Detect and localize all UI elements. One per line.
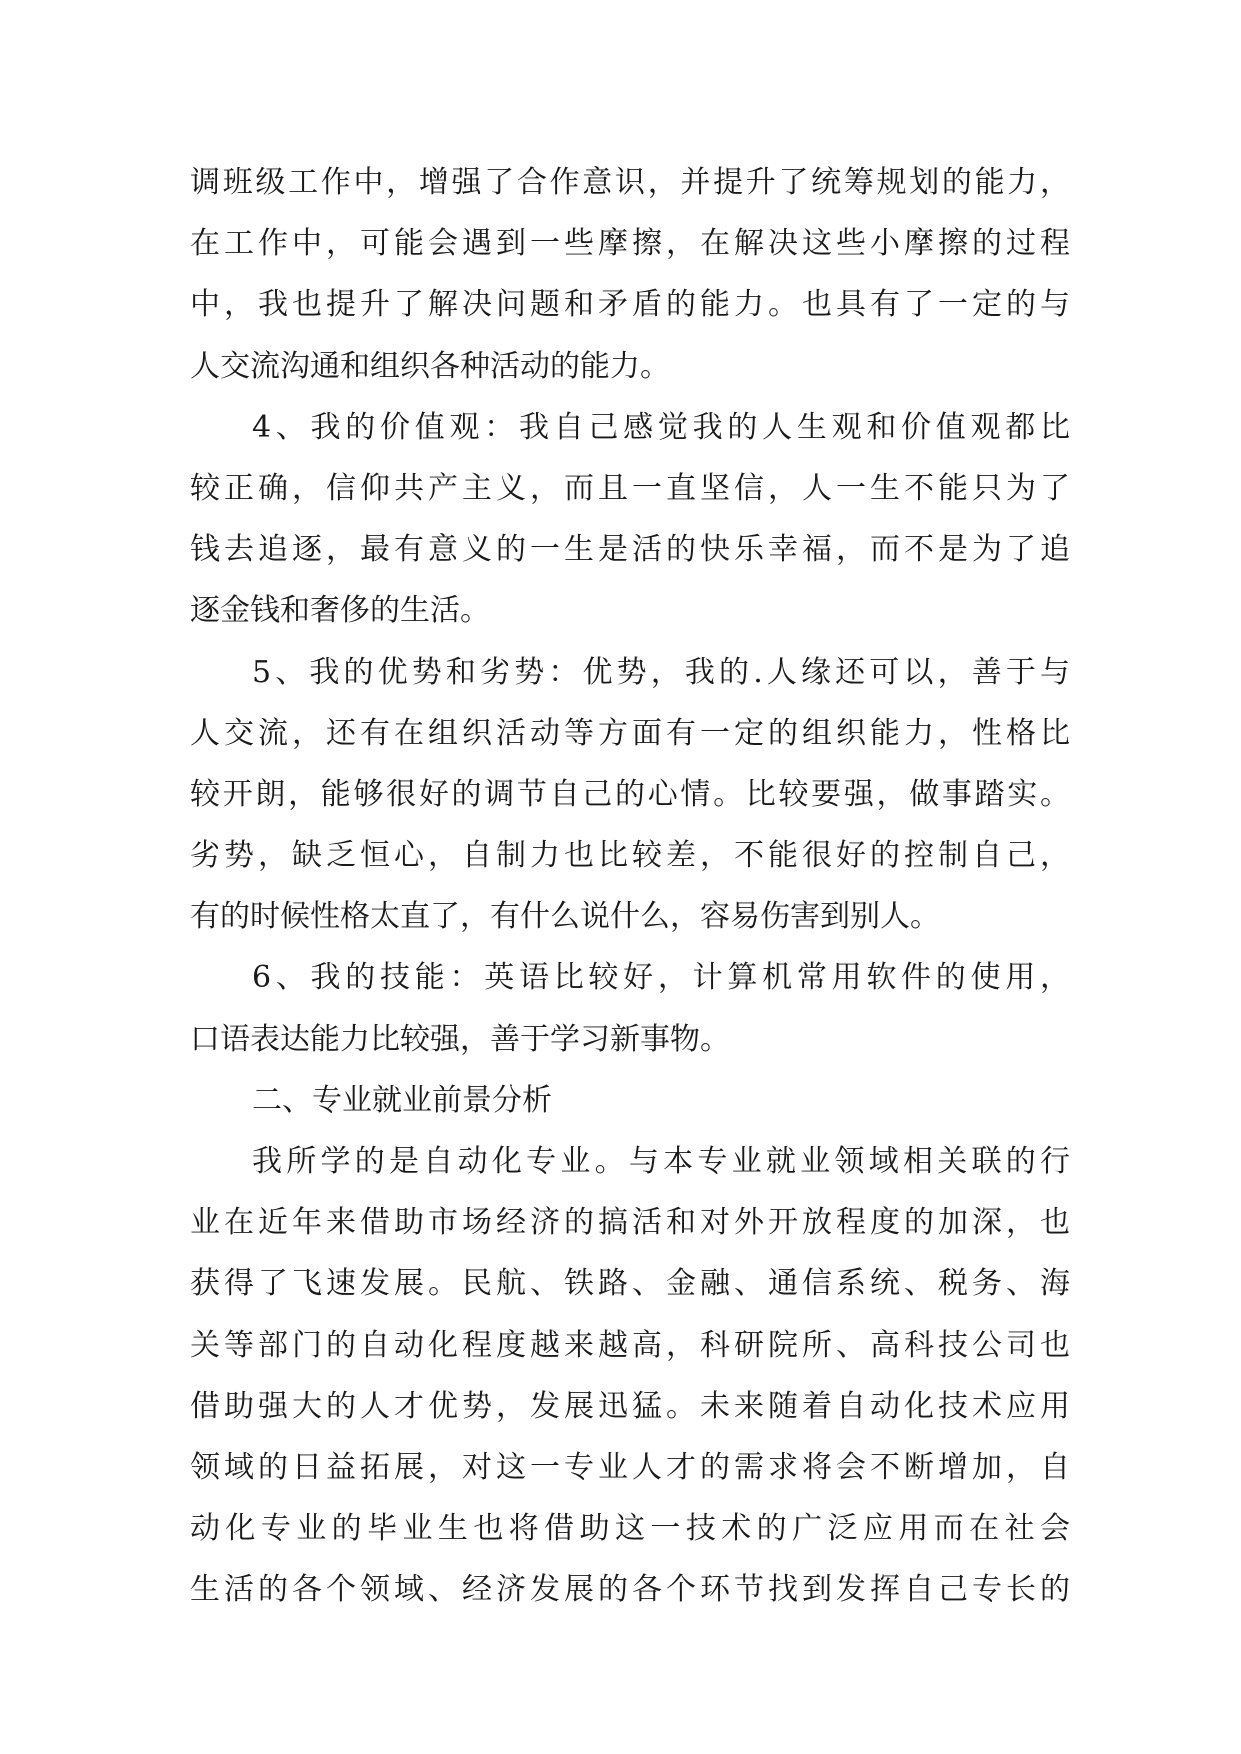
text-line: 在工作中，可能会遇到一些摩擦，在解决这些小摩擦的过程 [190,226,1070,262]
text-line: 劣势，缺乏恒心，自制力也比较差，不能很好的控制自己， [190,838,1070,874]
text-line: 借助强大的人才优势，发展迅猛。未来随着自动化技术应用 [190,1388,1070,1424]
text-line: 领域的日益拓展，对这一专业人才的需求将会不断增加，自 [190,1449,1070,1485]
text-line: 二、专业就业前景分析 [252,1082,552,1118]
text-line: 人交流，还有在组织活动等方面有一定的组织能力，性格比 [190,715,1070,751]
text-line: 人交流沟通和组织各种活动的能力。 [190,348,670,384]
text-line: 获得了飞速发展。民航、铁路、金融、通信系统、税务、海 [190,1266,1070,1302]
text-line: 逐金钱和奢侈的生活。 [190,593,490,629]
text-line: 生活的各个领域、经济发展的各个环节找到发挥自己专长的 [190,1572,1070,1608]
text-line: 较正确，信仰共产主义，而且一直坚信，人一生不能只为了 [190,470,1070,506]
text-line: 中，我也提升了解决问题和矛盾的能力。也具有了一定的与 [190,287,1070,323]
text-line: 有的时候性格太直了，有什么说什么，容易伤害到别人。 [190,899,940,935]
text-line: 业在近年来借助市场经济的搞活和对外开放程度的加深，也 [190,1205,1070,1241]
text-line: 关等部门的自动化程度越来越高，科研院所、高科技公司也 [190,1327,1070,1363]
text-line: 6、我的技能：英语比较好，计算机常用软件的使用， [252,960,1070,996]
text-line: 较开朗，能够很好的调节自己的心情。比较要强，做事踏实。 [190,776,1070,812]
text-line: 4、我的价值观：我自己感觉我的人生观和价值观都比 [252,409,1070,445]
text-line: 动化专业的毕业生也将借助这一技术的广泛应用而在社会 [190,1511,1070,1547]
text-line: 调班级工作中，增强了合作意识，并提升了统筹规划的能力， [190,165,1070,200]
text-line: 口语表达能力比较强，善于学习新事物。 [190,1021,730,1057]
text-line: 5、我的优势和劣势：优势，我的.人缘还可以，善于与 [252,654,1070,690]
text-line: 我所学的是自动化专业。与本专业就业领域相关联的行 [252,1144,1070,1179]
text-line: 钱去追逐，最有意义的一生是活的快乐幸福，而不是为了追 [190,532,1070,568]
document-body [190,152,1070,1621]
